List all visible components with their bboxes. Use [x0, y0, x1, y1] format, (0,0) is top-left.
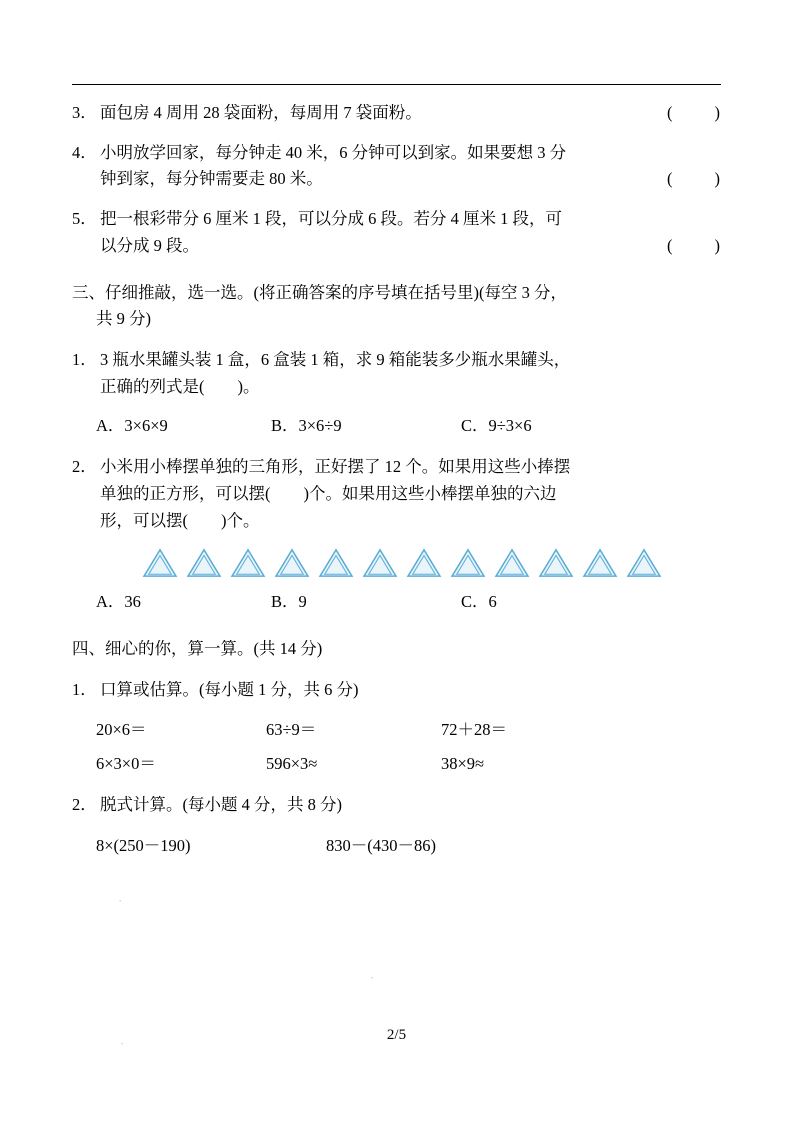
option-a[interactable]: A．36: [96, 592, 141, 612]
item-text-line-1: 小米用小棒摆单独的三角形，正好摆了 12 个。如果用这些小捧摆: [100, 457, 571, 477]
triangle-outline-icon: [449, 547, 487, 579]
triangle-outline-icon: [317, 547, 355, 579]
item-number: 2．: [72, 457, 97, 477]
item-body: [100, 792, 721, 819]
choice-item-1: [72, 347, 721, 400]
item-body: [100, 347, 721, 400]
item-body: [100, 140, 721, 193]
expression-calc-item: [72, 792, 721, 819]
choice-item-2: [72, 454, 721, 534]
item-text-line-2[interactable]: 正确的列式是( )。: [100, 376, 260, 396]
section-four-title: 四、细心的你，算一算。(共 14 分): [72, 639, 323, 659]
item-number: 1．: [72, 350, 97, 370]
stray-mark: ·: [120, 1036, 125, 1051]
oral-calc-item: [72, 677, 721, 704]
item-text-line-1: 小明放学回家，每分钟走 40 米，6 分钟可以到家。如果要想 3 分: [100, 142, 567, 162]
triangle-outline-icon: [141, 547, 179, 579]
item-body: [100, 677, 721, 704]
expression-calc-title: 脱式计算。(每小题 4 分，共 8 分): [100, 794, 342, 814]
triangle-outline-icon: [361, 547, 399, 579]
answer-parenthesis[interactable]: ( ): [667, 169, 721, 189]
triangle-outline-icon: [581, 547, 619, 579]
item-text-line-3[interactable]: 形，可以摆( )个。: [100, 510, 260, 530]
calc-expression[interactable]: 830－(430－86): [326, 835, 436, 855]
calc-expression[interactable]: 20×6＝: [96, 719, 147, 739]
item-text: 面包房 4 周用 28 袋面粉，每周用 7 袋面粉。: [100, 103, 422, 122]
calc-expression[interactable]: 63÷9＝: [266, 719, 317, 739]
item-number: 4．: [72, 142, 97, 162]
calc-expression[interactable]: 38×9≈: [441, 754, 485, 774]
item-text-line-1: 3 瓶水果罐头装 1 盒，6 盒装 1 箱，求 9 箱能装多少瓶水果罐头，: [100, 350, 571, 370]
calc-expression[interactable]: 72＋28＝: [441, 719, 507, 739]
triangle-outline-icon: [229, 547, 267, 579]
option-b[interactable]: B．3×6÷9: [271, 416, 342, 436]
section-three-heading: [72, 280, 721, 333]
choice-1-options: [72, 413, 721, 440]
item-number: 3．: [72, 103, 97, 122]
triangle-outline-icon: [537, 547, 575, 579]
section-four-heading: [72, 636, 721, 663]
oral-calc-row-1: [72, 717, 721, 744]
calc-expression[interactable]: 8×(250－190): [96, 835, 191, 855]
judgement-item-4: [72, 140, 721, 193]
calc-expression[interactable]: 6×3×0＝: [96, 754, 156, 774]
item-body: [100, 100, 721, 127]
triangle-outline-icon: [625, 547, 663, 579]
expression-calc-row-1: [72, 833, 721, 860]
oral-calc-row-2: [72, 751, 721, 778]
item-body: [100, 206, 721, 259]
item-number: 2．: [72, 794, 97, 814]
section-three-line-1: 三、仔细推敲，选一选。(将正确答案的序号填在括号里)(每空 3 分，: [72, 282, 567, 302]
judgement-item-3: [72, 100, 721, 127]
item-text-line-2[interactable]: 单独的正方形，可以摆( )个。如果用这些小棒摆单独的六边: [100, 483, 557, 503]
section-three-line-2: 共 9 分): [96, 309, 151, 329]
answer-parenthesis[interactable]: ( ): [667, 103, 721, 122]
page-content: [72, 0, 721, 859]
judgement-item-5: [72, 206, 721, 259]
option-c[interactable]: C．9÷3×6: [461, 416, 532, 436]
page-number: 2/5: [386, 1027, 407, 1043]
triangle-outline-icon: [405, 547, 443, 579]
answer-parenthesis[interactable]: ( ): [667, 235, 721, 255]
header-divider: [72, 84, 721, 85]
triangle-figure-group: [72, 547, 721, 579]
item-number: 5．: [72, 209, 97, 229]
option-a[interactable]: A．3×6×9: [96, 416, 168, 436]
calc-expression[interactable]: 596×3≈: [266, 754, 318, 774]
item-text-line-2: 以分成 9 段。: [100, 235, 199, 255]
item-body: [100, 454, 721, 534]
item-text-line-2: 钟到家，每分钟需要走 80 米。: [100, 169, 323, 189]
option-b[interactable]: B．9: [271, 592, 307, 612]
choice-2-options: [72, 589, 721, 616]
triangle-outline-icon: [493, 547, 531, 579]
stray-mark: ·: [118, 893, 123, 908]
triangle-outline-icon: [273, 547, 311, 579]
stray-mark: ·: [370, 970, 375, 985]
option-c[interactable]: C．6: [461, 592, 497, 612]
oral-calc-title: 口算或估算。(每小题 1 分，共 6 分): [100, 679, 359, 699]
item-text-line-1: 把一根彩带分 6 厘米 1 段，可以分成 6 段。若分 4 厘米 1 段，可: [100, 209, 562, 229]
triangle-outline-icon: [185, 547, 223, 579]
item-number: 1．: [72, 679, 97, 699]
